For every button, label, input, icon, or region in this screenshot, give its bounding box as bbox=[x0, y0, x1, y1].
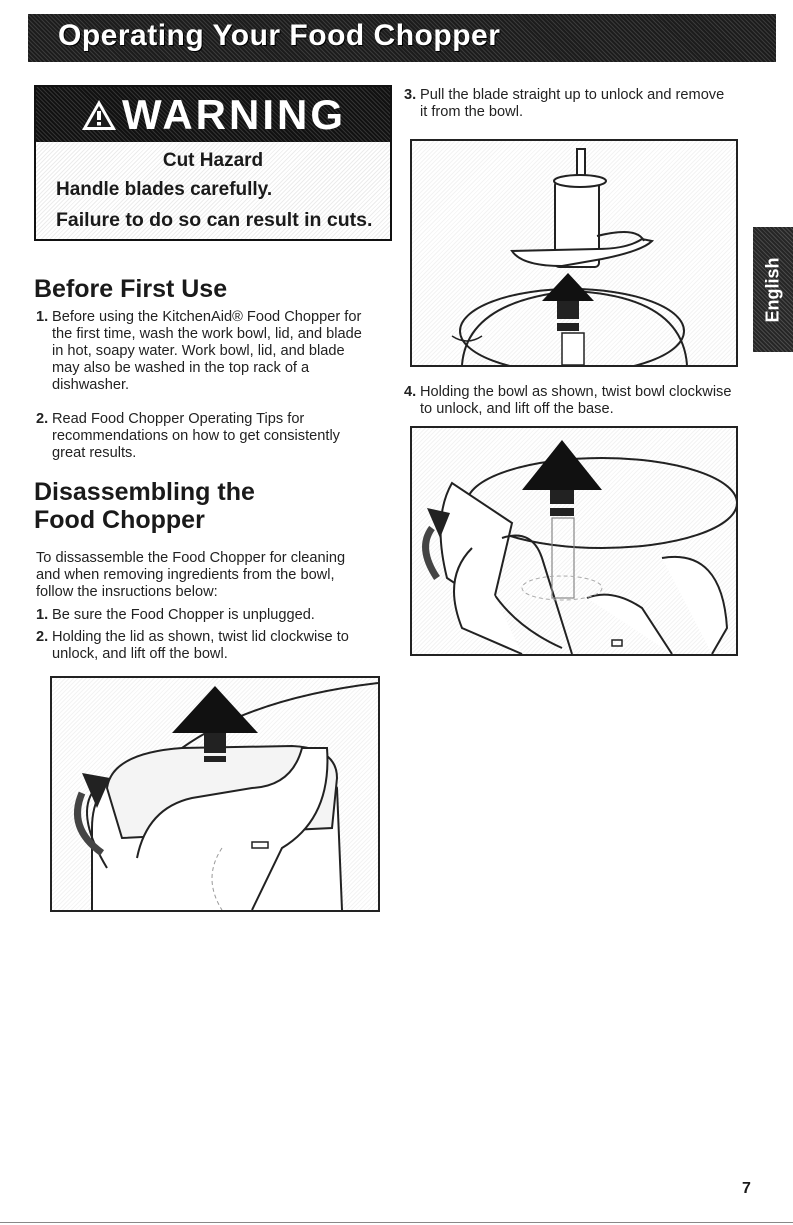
step-text: Holding the bowl as shown, twist bowl clockwise to unlock, and lift off the base. bbox=[420, 384, 732, 417]
step-number: 4. bbox=[404, 384, 417, 400]
list-item bbox=[36, 629, 361, 663]
step-text: Holding the lid as shown, twist lid clockwise to unlock, and lift off the bowl. bbox=[52, 629, 349, 662]
warning-heading: WARNING bbox=[122, 90, 346, 138]
illustration-blade-removal bbox=[410, 139, 738, 367]
list-item bbox=[36, 607, 376, 624]
section-heading-before-first-use: Before First Use bbox=[34, 275, 228, 303]
list-item bbox=[404, 384, 744, 418]
blade-removal-illustration bbox=[412, 141, 736, 365]
step-number: 2. bbox=[36, 629, 49, 645]
warning-consequence: Failure to do so can result in cuts. bbox=[56, 209, 373, 231]
step-number: 2. bbox=[36, 411, 49, 427]
heading-line: Food Chopper bbox=[34, 506, 205, 534]
illustration-bowl-removal bbox=[410, 426, 738, 656]
warning-header bbox=[36, 87, 390, 142]
step-text: Pull the blade straight up to unlock and remove it from the bowl. bbox=[420, 87, 725, 120]
warning-triangle-icon bbox=[80, 98, 118, 132]
header-banner bbox=[28, 14, 776, 62]
hand-bowl-twist-illustration bbox=[412, 428, 736, 654]
language-tab bbox=[753, 227, 793, 352]
heading-line: Disassembling the bbox=[34, 478, 255, 506]
language-tab-label: English bbox=[762, 256, 783, 323]
section-heading-disassembling bbox=[34, 478, 255, 534]
step-text: Before using the KitchenAid® Food Chopper for the first time, wash the work bowl, lid, and blade in hot, soapy water. Work bowl, lid, and blade may also be washed in the top rack of a dishwasher. bbox=[52, 309, 362, 393]
step-number: 1. bbox=[36, 309, 49, 325]
list-item bbox=[36, 411, 366, 462]
intro-paragraph: To dissassemble the Food Chopper for cleaning and when removing ingredients from the bowl, follow the insructions below: bbox=[36, 550, 346, 600]
warning-body bbox=[36, 142, 390, 239]
bottom-rule bbox=[0, 1222, 793, 1223]
hand-lid-twist-illustration bbox=[52, 678, 378, 910]
warning-hazard: Cut Hazard bbox=[162, 150, 264, 171]
page-number: 7 bbox=[742, 1180, 751, 1197]
step-number: 3. bbox=[404, 87, 417, 103]
step-text: Be sure the Food Chopper is unplugged. bbox=[52, 607, 315, 623]
warning-instruction: Handle blades carefully. bbox=[56, 179, 273, 200]
step-number: 1. bbox=[36, 607, 49, 623]
step-text: Read Food Chopper Operating Tips for recommendations on how to get consistently great results. bbox=[52, 411, 340, 461]
list-item bbox=[36, 309, 366, 394]
illustration-lid-removal bbox=[50, 676, 380, 912]
list-item bbox=[404, 87, 734, 121]
page-title: Operating Your Food Chopper bbox=[58, 19, 501, 52]
warning-box bbox=[34, 85, 392, 241]
